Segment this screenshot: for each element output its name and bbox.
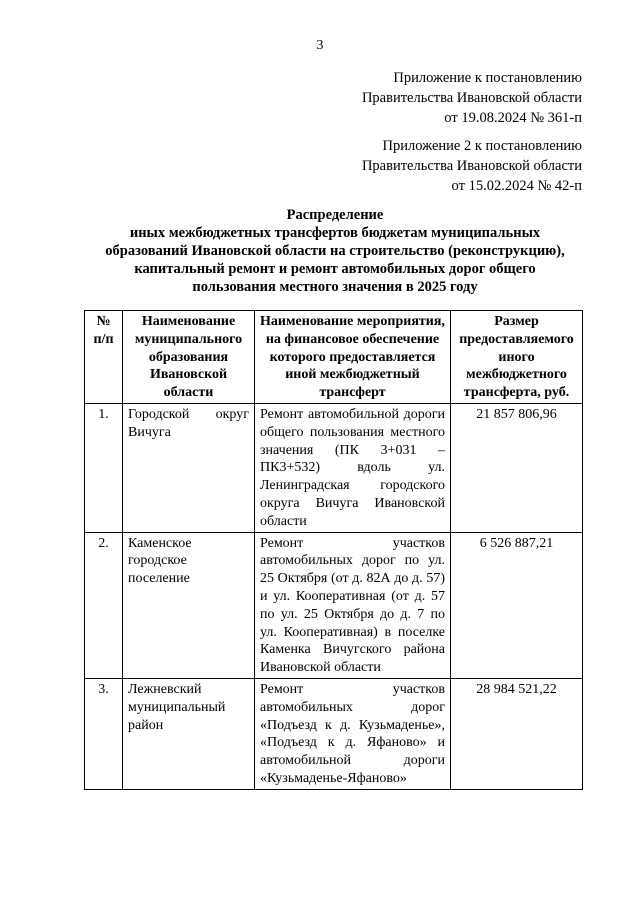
- distribution-table: [84, 310, 583, 790]
- title-line: капитальный ремонт и ремонт автомобильных дорог общего: [134, 261, 536, 277]
- row-municipality: Каменское городское поселение: [123, 532, 255, 678]
- appendix-line: Приложение 2 к постановлению: [382, 138, 582, 154]
- appendix-line: Правительства Ивановской области: [361, 90, 582, 106]
- table-row: [85, 678, 583, 789]
- document-title: [70, 206, 600, 296]
- row-number: 1.: [85, 403, 123, 532]
- row-activity: Ремонт автомобильной дороги общего пользования местного значения (ПК 3+031 – ПК3+532) вдоль ул. Ленинградская городского округа Вичуга Ивановской области: [255, 403, 451, 532]
- header-number: № п/п: [85, 311, 123, 404]
- header-activity: Наименование мероприятия, на финансовое обеспечение которого предоставляется иной межбюджетный трансферт: [255, 311, 451, 404]
- row-amount: 28 984 521,22: [451, 678, 583, 789]
- appendix-line: Правительства Ивановской области: [361, 158, 582, 174]
- header-amount: Размер предоставляемого иного межбюджетного трансферта, руб.: [451, 311, 583, 404]
- title-line: образований Ивановской области на строительство (реконструкцию),: [105, 243, 565, 259]
- table-row: [85, 532, 583, 678]
- row-amount: 21 857 806,96: [451, 403, 583, 532]
- appendix-line: от 19.08.2024 № 361-п: [444, 110, 582, 126]
- row-municipality: Лежневский муниципальный район: [123, 678, 255, 789]
- row-activity: Ремонт участков автомобильных дорог «Подъезд к д. Кузьмаденье», «Подъезд к д. Яфаново» и автомобильной дороги «Кузьмаденье-Яфаново»: [255, 678, 451, 789]
- header-municipality: Наименование муниципального образования Ивановской области: [123, 311, 255, 404]
- row-activity: Ремонт участков автомобильных дорог по ул. 25 Октября (от д. 82А до д. 57) и ул. Кооперативная (от д. 57 по ул. 25 Октября до д. 7 по ул. Кооперативная) в поселке Каменка Вичугского района Ивановской области: [255, 532, 451, 678]
- title-line: иных межбюджетных трансфертов бюджетам муниципальных: [129, 225, 541, 241]
- title-line: пользования местного значения в 2025 году: [192, 279, 478, 295]
- row-number: 3.: [85, 678, 123, 789]
- appendix-line: от 15.02.2024 № 42-п: [451, 178, 582, 194]
- appendix-line: Приложение к постановлению: [393, 70, 582, 86]
- row-number: 2.: [85, 532, 123, 678]
- appendix-reference-original: [362, 136, 582, 196]
- page-number: 3: [316, 38, 324, 53]
- row-municipality: Городской округ Вичуга: [123, 403, 255, 532]
- row-amount: 6 526 887,21: [451, 532, 583, 678]
- appendix-reference-current: [362, 68, 582, 128]
- title-line: Распределение: [286, 207, 384, 223]
- table-row: [85, 403, 583, 532]
- table-header-row: [85, 311, 583, 404]
